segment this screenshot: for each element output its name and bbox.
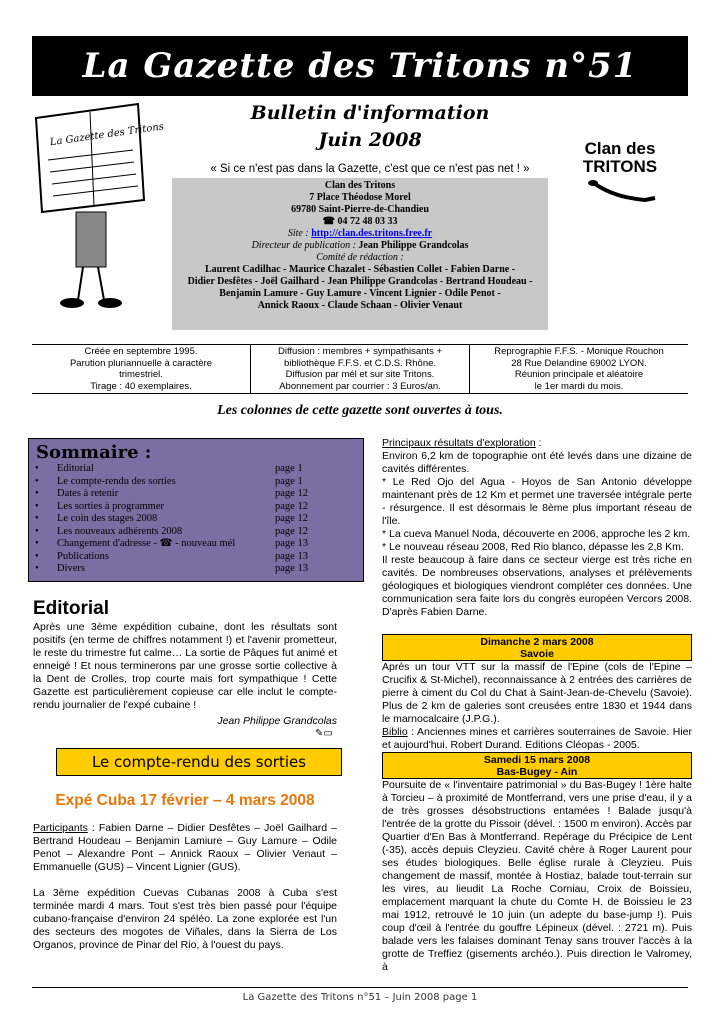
event1-banner — [382, 634, 692, 661]
site-label: Site : — [287, 228, 309, 239]
sommaire-box — [28, 438, 364, 582]
participants-label: Participants — [33, 822, 88, 834]
event2-banner — [382, 752, 692, 779]
site-link[interactable]: http://clan.des.tritons.free.fr — [311, 228, 433, 239]
contact-address1: 7 Place Théodose Morel — [309, 192, 411, 203]
bullet-icon: • — [35, 500, 39, 512]
biblio-text: : Anciennes mines et carrières souterraines de Savoie. Hier et aujourd'hui. Robert Durand. Editions Cléopas - 2005. — [382, 726, 692, 751]
sommaire-item[interactable] — [29, 513, 363, 526]
sommaire-page: page 12 — [275, 488, 308, 499]
sommaire-page: page 13 — [275, 550, 308, 562]
sommaire-page: page 12 — [275, 500, 308, 512]
info-col-reprographie — [469, 345, 688, 393]
newt-icon — [565, 176, 675, 206]
sommaire-item[interactable] — [29, 488, 363, 501]
info-line: Réunion principale et aléatoire — [514, 369, 644, 380]
info-line: Diffusion par mél et sur site Tritons. — [285, 369, 435, 380]
director-label: Directeur de publication : — [251, 240, 356, 251]
editorial-text: Après une 3ème expédition cubaine, dont les résultats sont positifs (en terme de chiffres notamment !) et l'avenir prometteur, le reste du trimestre fut calme… La sortie de Pâques fut animé et enneigé ! Et nous terminerons par une grosse sortie collective à la Dent de Crolles, trop courte mais fort sympathique ! Cette Gazette est particulièrement copieuse car elle inclut le compte-rendu journalier de l'expé cubaine ! — [33, 621, 337, 711]
bullet-icon: • — [35, 538, 39, 549]
compte-rendu-title: Le compte-rendu des sorties — [91, 753, 307, 771]
open-columns-note: Les colonnes de cette gazette sont ouvertes à tous. — [217, 403, 503, 418]
bullet-icon: • — [35, 550, 39, 562]
bullet-icon: • — [35, 475, 39, 487]
biblio-label: Biblio — [382, 726, 408, 738]
results-p3: * La cueva Manuel Noda, découverte en 2006, approche les 2 km. — [382, 528, 691, 540]
sommaire-item[interactable] — [29, 538, 363, 551]
info-line: Créée en septembre 1995. — [84, 346, 198, 357]
participants-list: : Fabien Darne – Didier Desfêtes – Joël Gailhard – Bertrand Houdeau – Benjamin Lamiure – Guy Lamure – Odile Penot – Alexandre Pont – Annick Raoux – Olivier Venaut – Emmanuelle (GUS) – Vincent Lignier (GUS). — [33, 822, 337, 873]
contact-address2: 69780 Saint-Pierre-de-Chandieu — [291, 204, 429, 215]
contact-phone: ☎ 04 72 48 03 33 — [322, 216, 398, 227]
editorial-title: Editorial — [33, 598, 110, 619]
bullet-icon: • — [35, 488, 39, 499]
info-line: Diffusion : membres + sympathisants + — [277, 346, 443, 357]
results-p4: * Le nouveau réseau 2008, Red Rio blanco, dépasse les 2,8 Km. — [382, 541, 684, 553]
sommaire-label: Publications — [57, 550, 109, 562]
committee-line1: Laurent Cadilhac - Maurice Chazalet - Sébastien Collet - Fabien Darne - — [204, 264, 516, 275]
director-name: Jean Philippe Grandcolas — [358, 240, 469, 251]
sommaire-label: Editorial — [57, 463, 94, 474]
event2-text: Poursuite de « l'inventaire patrimonial » du Bas-Bugey ! 1ère halte à Torcieu – à proximité de Montferrand, vers une prise d'eau, il y a de très grosses désobstructions entamées ! Balade jusqu'à l'entrée de la grotte du Pissoir (dével. : 1500 m environ). Accès par Quartier d'En Bas à Montferrand. Repérage du Précipice de Lent (-35), accès depuis Cleyzieu. Cavité chère à Roger Laurent pour ses études biologiques. Belle église rurale à Cleyzieu. Puis changement de massif, montée à Hostiaz, balade tout-terrain sur les vires, au lieudit La Roche Corniau, Croix de Boissieu, emplacement marquant la chute du Comte H. de Boissieu le 23 mai 1912, retrouvé le 10 juin (un adepte du base-jump !). Puis coup d'œil à l'entrée du gouffre Lépineux (dével. : 2721 m). Puis balade vers les falaises dominant Tenay sans trouver l'accès à la grotte de Treffiez (gisements archéo.). Puis direction le Valromey, à — [382, 779, 692, 973]
clan-logo — [565, 140, 675, 220]
event2-body — [382, 779, 692, 981]
event1-body — [382, 661, 692, 752]
committee-line3: Benjamin Lamure - Guy Lamure - Vincent Lignier - Odile Penot - — [219, 288, 501, 299]
logo-line1: Clan des — [584, 139, 656, 158]
sommaire-page: page 12 — [275, 525, 308, 537]
sommaire-item[interactable] — [29, 501, 363, 514]
bullet-icon: • — [35, 525, 39, 537]
results-heading: Principaux résultats d'exploration — [382, 437, 536, 449]
contact-name: Clan des Tritons — [324, 180, 396, 191]
expe-text: La 3ème expédition Cuevas Cubanas 2008 à Cuba s'est terminée mardi 4 mars. Tout s'est très bien passé pour l'équipe cubano-française d'environ 24 spéléo. La zone explorée est l'un des secteurs des mogotes de Viñales, dans la Sierra de Los Organos, province de Pinar del Rio, à l'ouest du pays. — [33, 887, 337, 951]
sommaire-page: page 1 — [275, 463, 303, 474]
slogan: « Si ce n'est pas dans la Gazette, c'est que ce n'est pas net ! » — [210, 163, 530, 175]
sommaire-label: Le coin des stages 2008 — [57, 513, 158, 524]
results-p5: Il reste beaucoup à faire dans ce secteur vierge est très riche en cavités. De nombreuses observations, analyses et prélèvements géologiques et biologiques viendront compléter ces données. Une communication sera faite lors du congrès européen Vercors 2008. D'après Fabien Darne. — [382, 554, 692, 618]
bullet-icon: • — [35, 463, 39, 474]
event2-place: Bas-Bugey - Ain — [496, 766, 578, 778]
sommaire-item[interactable] — [29, 463, 363, 476]
bulletin-date: Juin 2008 — [318, 129, 422, 151]
committee-label: Comité de rédaction : — [316, 252, 404, 263]
info-col-creation — [32, 345, 250, 393]
info-bar — [32, 344, 688, 394]
editorial-signature: Jean Philippe Grandcolas — [217, 715, 337, 727]
masthead-title: La Gazette des Tritons n°51 — [82, 46, 638, 86]
event2-date: Samedi 15 mars 2008 — [483, 754, 591, 766]
sommaire-page: page 1 — [275, 475, 303, 487]
bulletin-title: Bulletin d'information — [250, 102, 490, 124]
sommaire-label: Les sorties à programmer — [57, 500, 165, 512]
sommaire-label: Les nouveaux adhérents 2008 — [57, 525, 183, 537]
cartoon-reader-illustration — [28, 100, 165, 315]
expe-body — [33, 822, 337, 952]
sommaire-item[interactable] — [29, 563, 363, 576]
sommaire-label: Le compte-rendu des sorties — [57, 475, 176, 487]
info-line: le 1er mardi du mois. — [534, 380, 624, 392]
info-line: Abonnement par courrier : 3 Euros/an. — [279, 380, 441, 392]
sommaire-page: page 13 — [275, 538, 308, 549]
sommaire-item[interactable] — [29, 526, 363, 539]
page-footer: La Gazette des Tritons n°51 – Juin 2008 page 1 — [32, 987, 688, 1003]
event1-place: Savoie — [520, 648, 554, 660]
committee-line4: Annick Raoux - Claude Schaan - Olivier Venaut — [257, 300, 463, 311]
sommaire-item[interactable] — [29, 476, 363, 489]
cartoon-label: La Gazette des Tritons — [49, 121, 165, 149]
results-p2: * Le Red Ojo del Agua - Hoyos de San Antonio développe maintenant près de 12 Km et permet une traversée intégrale perte - résurgence. Il est désormais le 8ème plus important réseau de l'île. — [382, 476, 692, 527]
sommaire-label: Dates à retenir — [57, 488, 119, 499]
event1-text: Après un tour VTT sur la massif de l'Epine (cols de l'Epine – Crucifix & St-Michel), reconnaissance à 2 entrées des carrières de pierre à ciment du Col du Chat à Saint-Jean-de-Chevelu (Savoie). Plus de 2 km de galeries sont creusées entre 1830 et 1944 dans le marnocalcaire (J.P.G.). — [382, 661, 692, 725]
results-section: Principaux résultats d'exploration : Environ 6,2 km de topographie ont été levés dans une dizaine de cavités différentes. * Le Red Ojo del Agua - Hoyos de San Antonio développe maintenant près de 12 Km et permet une traversée intégrale perte - résurgence. Il est désormais le 8ème plus important réseau de l'île. * La cueva Manuel Noda, découverte en 2006, approche les 2 km. * Le nouveau réseau 2008, Red Rio blanco, dépasse les 2,8 Km. Il reste beaucoup à faire dans ce secteur vierge est très riche en cavités. De nombreuses observations, analyses et prélèvements géologiques et biologiques viendront compléter ces données. Une communication sera faite lors du congrès européen Vercors 2008. D'après Fabien Darne. — [382, 437, 692, 618]
results-p1: Environ 6,2 km de topographie ont été levés dans une dizaine de cavités différentes. — [382, 450, 692, 475]
sommaire-label: Divers — [57, 563, 85, 574]
contact-box — [172, 178, 548, 330]
bullet-icon: • — [35, 563, 39, 574]
sommaire-page: page 13 — [275, 563, 308, 574]
info-line: Reprographie F.F.S. - Monique Rouchon — [494, 346, 664, 357]
masthead — [32, 36, 688, 96]
info-line: trimestriel. — [119, 369, 163, 380]
expe-title: Expé Cuba 17 février – 4 mars 2008 — [55, 792, 315, 809]
info-line: 28 Rue Delandine 69002 LYON. — [511, 357, 647, 369]
info-line: bibliothèque F.F.S. et C.D.S. Rhône. — [283, 357, 437, 369]
info-col-diffusion — [250, 345, 469, 393]
compte-rendu-banner — [56, 748, 342, 776]
sommaire-label: Changement d'adresse - ☎ - nouveau mél — [57, 538, 236, 549]
logo-line2: TRITONS — [582, 157, 658, 176]
info-line: Tirage : 40 exemplaires. — [90, 380, 192, 392]
sommaire-title: Sommaire : — [36, 442, 152, 463]
sommaire-page: page 12 — [275, 513, 308, 524]
pen-book-icon: ✎▭ — [315, 728, 333, 739]
sommaire-item[interactable] — [29, 551, 363, 564]
committee-line2: Didier Desfêtes - Joël Gailhard - Jean Philippe Grandcolas - Bertrand Houdeau - — [187, 276, 533, 287]
bullet-icon: • — [35, 513, 39, 524]
bulletin-heading — [150, 100, 590, 154]
event1-date: Dimanche 2 mars 2008 — [480, 636, 594, 648]
info-line: Parution pluriannuelle à caractère — [69, 357, 213, 369]
